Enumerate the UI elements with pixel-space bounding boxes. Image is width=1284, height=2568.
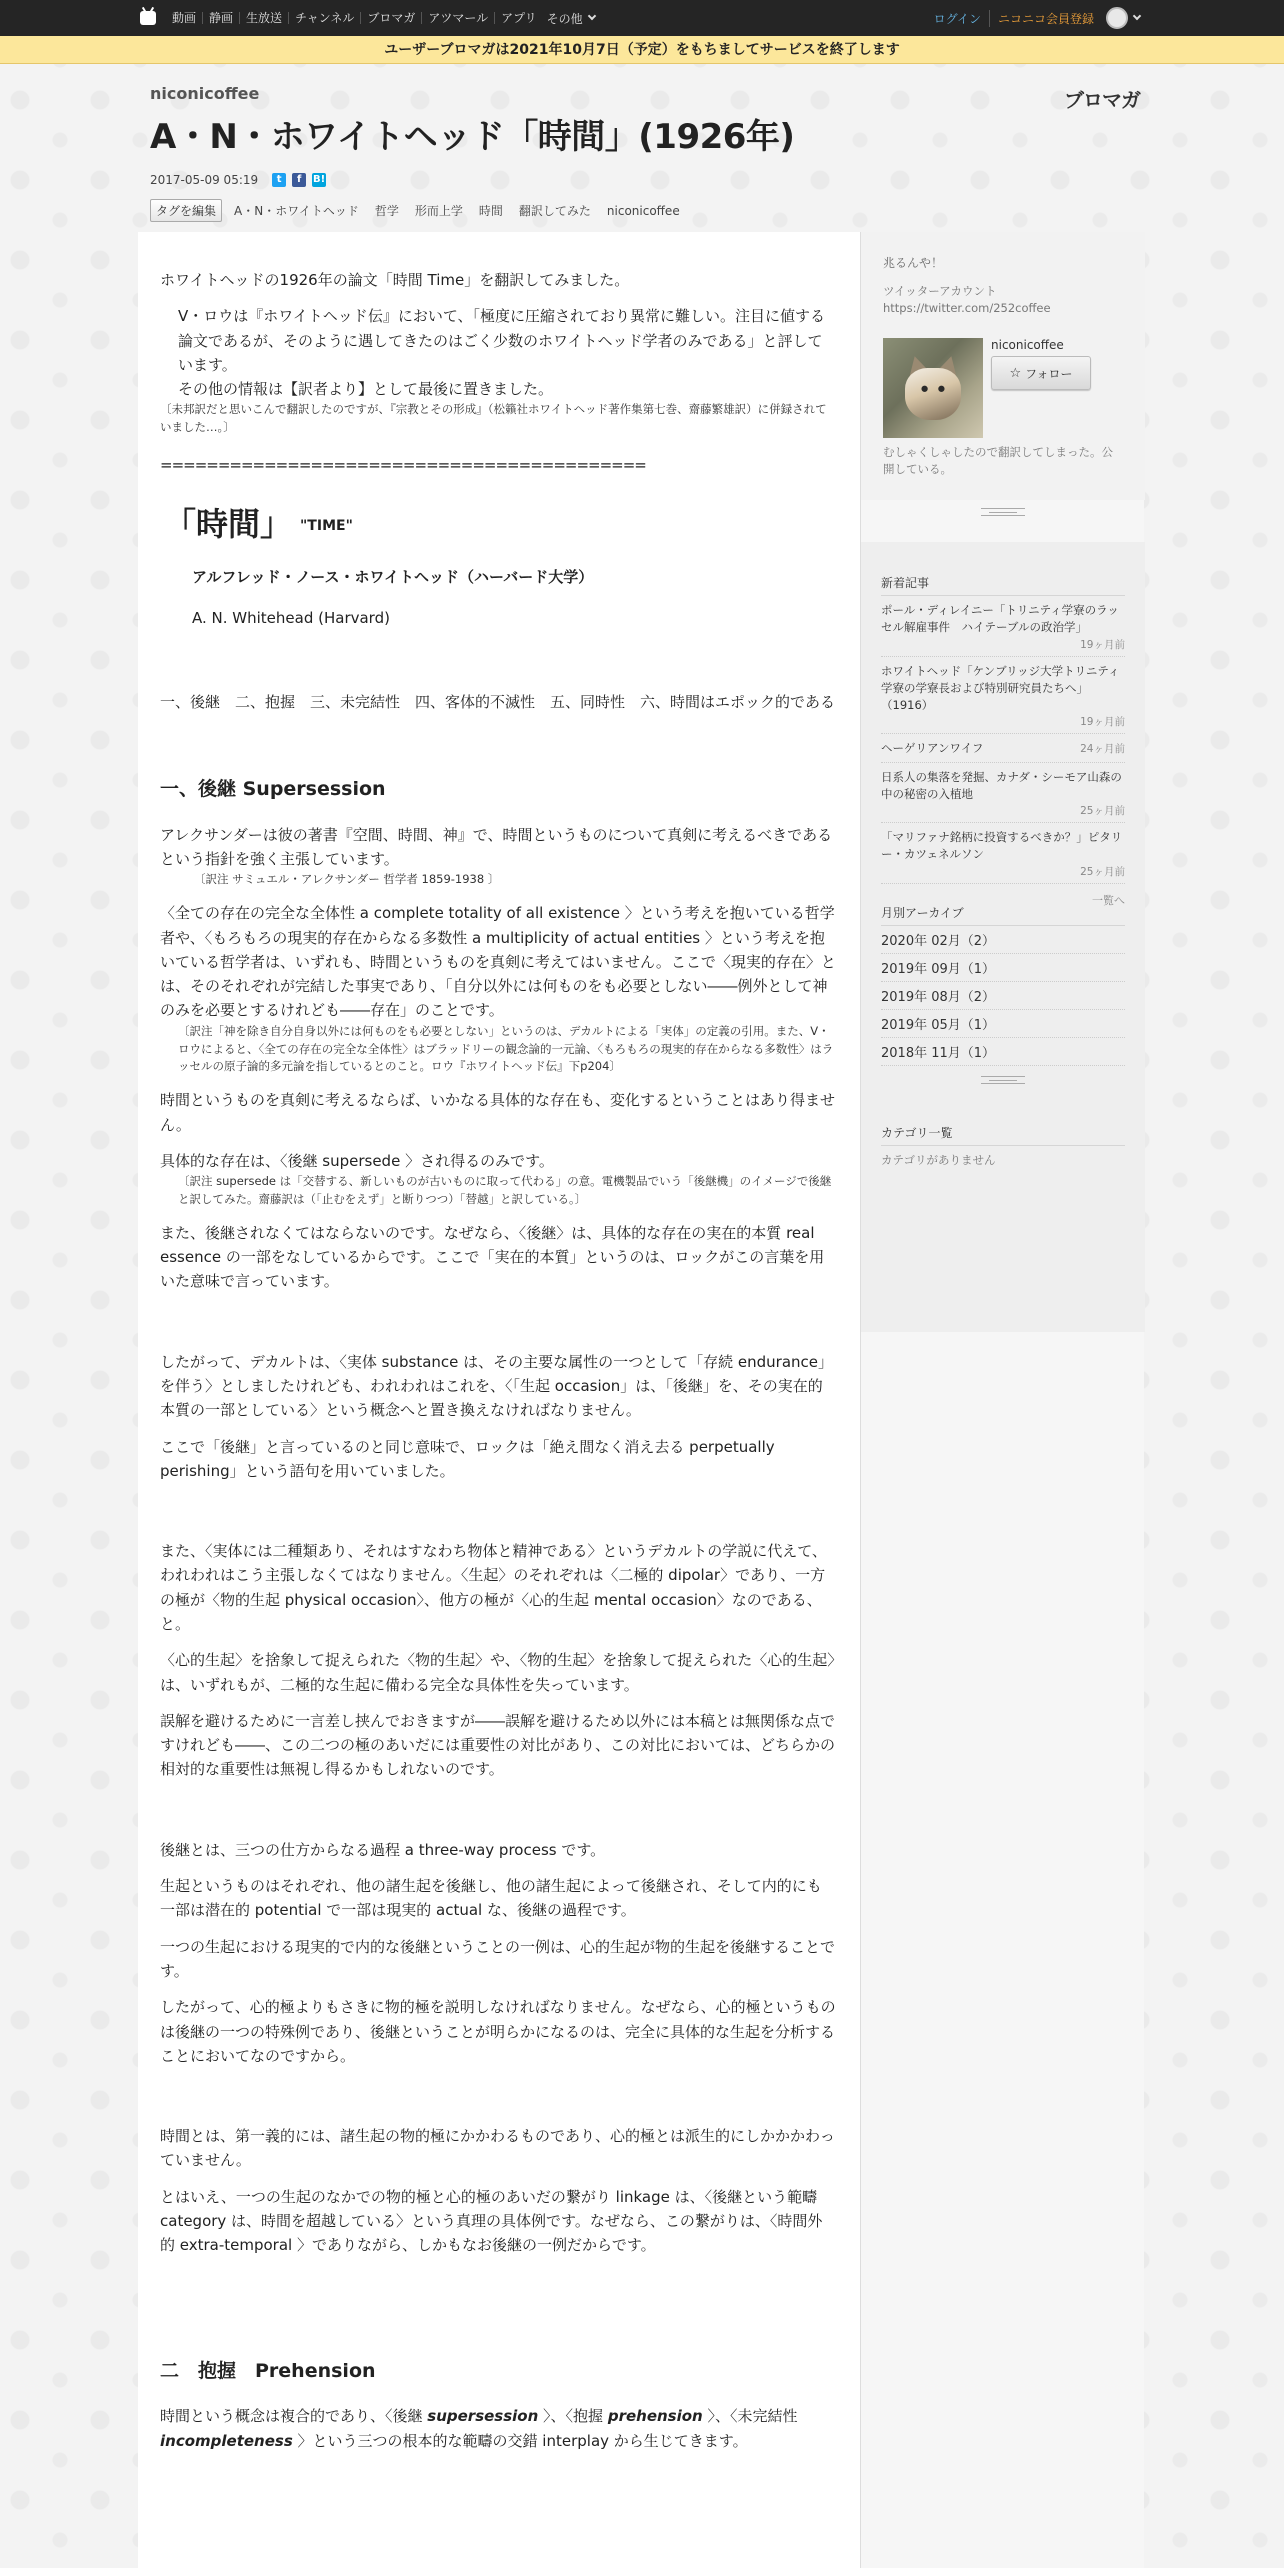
intro-paragraph: ホワイトヘッドの1926年の論文「時間 Time」を翻訳してみました。: [160, 271, 630, 289]
text-run: 〉、〈未完結性: [702, 2407, 798, 2426]
profile-name[interactable]: niconicoffee: [991, 338, 1064, 352]
recent-article-title[interactable]: 「マリファナ銘柄に投資するべきか？」ピタリー・カツェネルソン: [881, 830, 1123, 862]
text-run: 時間という概念は複合的であり、〈後継: [160, 2407, 428, 2426]
tag-link[interactable]: 形而上学: [414, 204, 463, 218]
body-paragraph: とはいえ、一つの生起のなかでの物的極と心的極のあいだの繋がり linkage は、〈後継という範疇 category は、時間を超越している〉という真理の具体例です。なぜなら、この繋がりは、〈時間外的 extra-temporal 〉でありながら、しかもなお後継の一例だからです。: [160, 2187, 823, 2255]
star-icon: ☆: [1009, 365, 1022, 381]
nav-more-menu[interactable]: [547, 10, 595, 27]
body-paragraph: 時間とは、第一義的には、諸生起の物的極にかかわるものであり、心的極とは派生的にしかかかわっていません。: [160, 2127, 835, 2170]
account-chevron-down-icon[interactable]: [1133, 12, 1141, 20]
register-link[interactable]: ニコニコ会員登録: [997, 11, 1094, 26]
follow-button[interactable]: [991, 356, 1091, 390]
recent-article-item[interactable]: [881, 734, 1125, 762]
author-jp: アルフレッド・ノース・ホワイトヘッド（ハーバード大学）: [192, 568, 594, 587]
recent-article-date: 19ヶ月前: [1080, 716, 1125, 729]
author-en: A. N. Whitehead (Harvard): [192, 608, 390, 627]
global-nav-bar: [0, 0, 1284, 36]
body-paragraph: 誤解を避けるために一言差し挟んでおきますが――誤解を避けるため以外には本稿とは無関係な点ですけれども――、この二つの極のあいだには重要性の対比があり、この対比においては、どちらかの相対的な重要性は無視し得るかもしれないのです。: [160, 1711, 836, 1779]
facebook-share-icon[interactable]: f: [292, 173, 306, 187]
edit-tags-button[interactable]: タグを編集: [150, 199, 222, 222]
nav-link-app[interactable]: アプリ: [501, 11, 537, 25]
tag-list: [150, 199, 696, 222]
article-body-panel: [138, 232, 860, 2568]
text-run: 〉という三つの根本的な範疇の交錯 interplay から生じてきます。: [292, 2431, 748, 2450]
spacer: [160, 2270, 836, 2356]
blomaga-logo[interactable]: ブロマガ: [1064, 88, 1140, 112]
tag-link[interactable]: 時間: [478, 204, 503, 218]
spacer: [160, 1794, 836, 1838]
body-paragraph: また、〈実体には二種類あり、それはすなわち物体と精神である〉というデカルトの学説に代えて、われわれはこう主張しなくてはなりません。〈生起〉のそれぞれは〈二極的 dipolar〉であり、一方の極が〈物的生起 physical occasion〉、他方の極が〈心的生起 mental occasion〉なのである、と。: [160, 1542, 827, 1633]
nav-link-channel[interactable]: チャンネル: [289, 12, 361, 24]
sidebar: [860, 232, 1144, 2568]
recent-article-item[interactable]: [881, 657, 1125, 735]
recent-article-item[interactable]: [881, 596, 1125, 657]
monthly-archive: [881, 904, 1125, 1066]
tag-link[interactable]: 翻訳してみた: [518, 204, 591, 218]
twitter-share-icon[interactable]: t: [272, 173, 286, 187]
tag-link[interactable]: A・N・ホワイトヘッド: [234, 204, 359, 218]
recent-article-date: 25ヶ月前: [1080, 805, 1125, 817]
recent-article-date: 24ヶ月前: [1080, 743, 1125, 756]
separator-line: ==========================================: [160, 456, 646, 475]
nav-account-area: [934, 0, 1140, 36]
cat-face: [905, 368, 961, 420]
recent-articles: [881, 574, 1125, 908]
nav-link-video[interactable]: 動画: [166, 12, 203, 24]
collapse-grip-icon[interactable]: [861, 502, 1145, 522]
global-nav-links: [166, 12, 543, 24]
body-paragraph: 〈心的生起〉を捨象して捉えられた〈物的生起〉や、〈物的生起〉を捨象して捉えられた〈心的生起〉は、いずれもが、二極的な生起に備わる完全な具体性を失っています。: [160, 1651, 835, 1694]
nav-link-seiga[interactable]: 静画: [203, 12, 240, 24]
body-paragraph: [160, 2404, 836, 2453]
text-run: 〉、〈抱握: [538, 2407, 608, 2426]
follow-label: フォロー: [1025, 366, 1073, 381]
collapse-grip-icon[interactable]: [861, 1070, 1145, 1090]
category-list: [881, 1124, 1125, 1168]
profile-image[interactable]: [883, 338, 983, 438]
intro-paragraph: V・ロウは『ホワイトヘッド伝』において、「極度に圧縮されており異常に難しい。注目に値する論文であるが、そのように遇してきたのはごく少数のホワイトヘッド学者のみである」と評しています。: [178, 307, 826, 374]
recent-article-title[interactable]: ポール・ディレイニー「トリニティ学寮のラッセル解雇事件 ハイテーブルの政治学」: [881, 603, 1119, 635]
recent-article-item[interactable]: [881, 763, 1125, 824]
body-paragraph: ここで「後継」と言っているのと同じ意味で、ロックは「絶え間なく消え去る perpetually perishing」という語句を用いていました。: [160, 1437, 775, 1480]
archive-item[interactable]: 2020年 02月（2）: [881, 926, 1125, 954]
archive-item[interactable]: 2019年 09月（1）: [881, 954, 1125, 982]
chevron-down-icon: [587, 12, 595, 20]
archive-item[interactable]: 2019年 05月（1）: [881, 1010, 1125, 1038]
tag-link[interactable]: niconicoffee: [606, 203, 680, 218]
recent-article-title[interactable]: ヘーゲリアンワイフ: [881, 741, 984, 756]
body-paragraph: 〈全ての存在の完全な全体性 a complete totality of all existence 〉という考えを抱いている哲学者や、〈もろもろの現実的存在からなる多数性 a multiplicity of actual entities 〉という考えを抱いている哲学者は、いずれも、時間というものを真剣に考えてはいません。ここで〈現実的存在〉とは、そのそれぞれが完結した事実であり、「自分以外には何ものをも必要としない――例外として神のみを必要とするけれども――存在」のことです。: [160, 904, 836, 1020]
recent-article-date: 25ヶ月前: [1080, 865, 1125, 878]
body-paragraph: したがって、デカルトは、〈実体 substance は、その主要な属性の一つとして「存続 endurance」を伴う〉としましたけれども、われわれはこれを、〈「生起 occasion」は、「後継」を、その実在的本質の一部としている〉という概念へと置き換えなければなりません。: [160, 1352, 834, 1420]
body-paragraph: アレクサンダーは彼の著書『空間、時間、神』で、時間というものについて真剣に考えるべきであるという指針を強く主張しています。: [160, 825, 833, 869]
niconico-tv-icon[interactable]: [140, 11, 156, 25]
profile-intro: むしゃくしゃしたので翻訳してしまった。公開している。: [883, 445, 1113, 476]
translator-note: 〔未邦訳だと思いこんで翻訳したのですが、『宗教とその形成』（松籟社ホワイトヘッド著作集第七巻、齋藤繁雄訳）に併録されていました…。〕: [160, 402, 827, 435]
publish-date: 2017-05-09 05:19: [150, 173, 259, 187]
recent-article-title[interactable]: ホワイトヘッド「ケンブリッジ大学トリニティ学寮の学寮長および特別研究員たちへ」（1916）: [881, 663, 1120, 712]
profile-heading: 兆るんや！: [883, 256, 944, 270]
essay-title-en: "TIME": [300, 518, 353, 535]
channel-name[interactable]: niconicoffee: [150, 84, 260, 103]
recent-article-title[interactable]: 日系人の集落を発掘、カナダ・シーモア山森の中の秘密の入植地: [881, 769, 1122, 801]
recent-articles-title: 新着記事: [881, 574, 1125, 596]
category-title: カテゴリ一覧: [881, 1124, 1125, 1146]
spacer: [160, 2080, 836, 2124]
tag-link[interactable]: 哲学: [374, 204, 399, 218]
article-title: A・N・ホワイトヘッド「時間」(1926年): [150, 117, 795, 157]
section-heading: 二 抱握 Prehension: [160, 2359, 376, 2382]
intro-paragraph: その他の情報は【訳者より】として最後に置きました。: [178, 380, 554, 399]
essay-title-jp: 「時間」: [164, 505, 293, 544]
translator-note: 〔訳注「神を除き自分自身以外には何ものをも必要としない」というのは、デカルトによる「実体」の定義の引用。また、V・ロウによると、〈全ての存在の完全な全体性〉はブラッドリーの観念論的一元論、〈もろもろの現実的存在からなる多数性〉はラッセルの原子論的多元論を指しているとのこと。ロウ『ホワイトヘッド伝』下p204〕: [178, 1023, 834, 1074]
recent-article-date: 19ヶ月前: [1080, 638, 1125, 651]
archive-item[interactable]: 2019年 08月（2）: [881, 982, 1125, 1010]
spacer: [160, 1495, 836, 1539]
body-paragraph: 具体的な存在は、〈後継 supersede 〉され得るのみです。: [160, 1151, 554, 1170]
emphasis-term: prehension: [607, 2407, 703, 2426]
nav-more-label: その他: [546, 11, 583, 26]
translator-note: 〔訳注 サミュエル・アレクサンダー 哲学者 1859-1938 〕: [194, 872, 500, 887]
body-paragraph: 生起というものはそれぞれ、他の諸生起を後継し、他の諸生起によって後継され、そして内的にも一部は潜在的 potential で一部は現実的 actual な、後継の過程です。: [160, 1877, 822, 1920]
body-paragraph: したがって、心的極よりもさきに物的極を説明しなければなりません。なぜなら、心的極というものは後継の一つの特殊例であり、後継ということが明らかになるのは、完全に具体的な生起を分析することにおいてなのですから。: [160, 1998, 836, 2065]
body-paragraph: 後継とは、三つの仕方からなる過程 a three-way process です。: [160, 1840, 606, 1859]
table-of-contents: 一、後継 二、抱握 三、未完結性 四、客体的不滅性 五、同時性 六、時間はエポック的である: [160, 692, 836, 711]
profile-description: ツイッターアカウント https://twitter.com/252coffee: [883, 284, 1051, 315]
nav-link-blomaga[interactable]: ブロマガ: [361, 12, 422, 24]
article-header: [150, 84, 1140, 158]
section-heading: 一、後継 Supersession: [160, 778, 386, 801]
hatena-bookmark-icon[interactable]: B!: [313, 174, 326, 185]
spacer: [160, 1306, 836, 1350]
service-end-announcement[interactable]: ユーザーブロマガは2021年10月7日（予定）をもちましてサービスを終了します: [0, 36, 1284, 64]
login-link[interactable]: ログイン: [934, 10, 990, 27]
emphasis-term: incompleteness: [160, 2431, 293, 2450]
article-body: [160, 268, 836, 2465]
article-meta: [150, 173, 326, 187]
body-paragraph: 時間というものを真剣に考えるならば、いかなる具体的な存在も、変化するということはあり得ません。: [160, 1091, 836, 1134]
translator-note: 〔訳注 supersede は「交替する、新しいものが古いものに取って代わる」の意。電機製品でいう「後継機」のイメージで後継と訳してみた。齋藤訳は（「止むをえず」と断りつつ）「替越」と訳している。〕: [178, 1174, 832, 1206]
see-all-link[interactable]: 一覧へ: [1092, 893, 1125, 907]
archive-item[interactable]: 2018年 11月（1）: [881, 1038, 1125, 1066]
nav-link-live[interactable]: 生放送: [240, 12, 289, 24]
emphasis-term: supersession: [427, 2407, 539, 2426]
category-empty-message: カテゴリがありません: [881, 1153, 996, 1167]
recent-article-item[interactable]: [881, 823, 1125, 884]
essay-title: [164, 499, 836, 551]
nav-link-atsumaru[interactable]: アツマール: [422, 12, 495, 24]
user-avatar-icon[interactable]: [1106, 7, 1128, 29]
body-paragraph: 一つの生起における現実的で内的な後継ということの一例は、心的生起が物的生起を後継することです。: [160, 1937, 836, 1980]
archive-title: 月別アーカイブ: [881, 904, 1125, 926]
body-paragraph: また、後継されなくてはならないのです。なぜなら、〈後継〉は、具体的な存在の実在的本質 real essence の一部をなしているからです。ここで「実在的本質」というのは、ロックがこの言葉を用いた意味で言っています。: [160, 1223, 825, 1291]
